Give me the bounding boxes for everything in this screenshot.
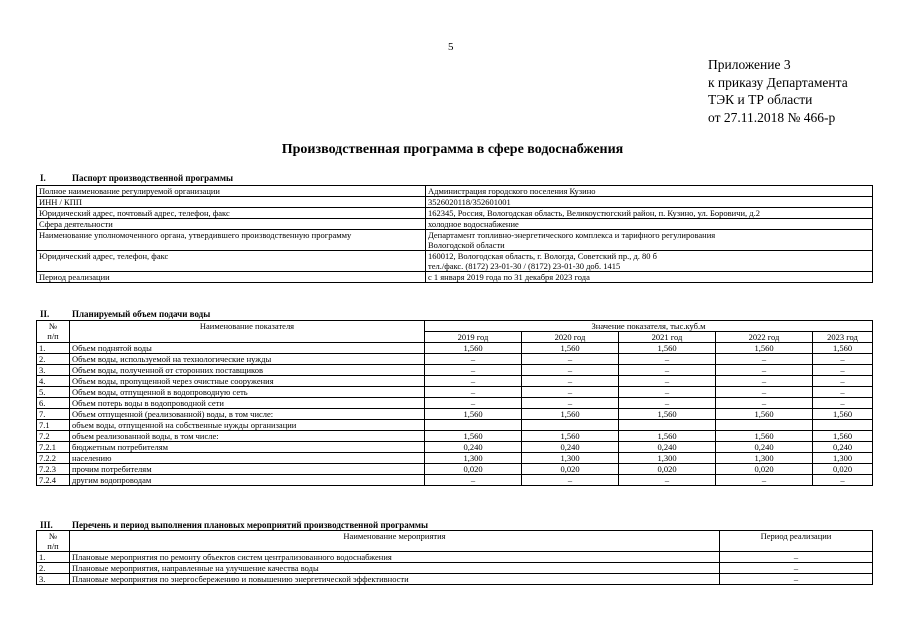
row-number: 6. <box>37 398 70 409</box>
table-row <box>37 574 873 585</box>
indicator-value: – <box>619 398 716 409</box>
indicator-value: – <box>716 475 813 486</box>
table-row <box>37 398 873 409</box>
table-row <box>37 552 873 563</box>
table-row <box>37 464 873 475</box>
indicator-value: – <box>522 475 619 486</box>
indicator-name: Объем воды, пропущенной через очистные сооружения <box>70 376 425 387</box>
indicator-value: – <box>716 354 813 365</box>
indicator-value: – <box>619 387 716 398</box>
indicator-name: бюджетным потребителям <box>70 442 425 453</box>
row-number: 7.1 <box>37 420 70 431</box>
indicator-value: – <box>522 354 619 365</box>
indicator-value: 0,020 <box>813 464 873 475</box>
indicator-value: – <box>813 387 873 398</box>
measure-period: – <box>720 563 873 574</box>
table-row <box>37 365 873 376</box>
document-title: Производственная программа в сфере водоснабжения <box>281 142 624 157</box>
indicator-value: 1,560 <box>813 431 873 442</box>
measure-period: – <box>720 552 873 563</box>
indicator-name: Объем воды, используемой на технологические нужды <box>70 354 425 365</box>
page-number: 5 <box>448 41 454 53</box>
indicator-value <box>522 420 619 431</box>
table-row <box>37 230 873 251</box>
year-header: 2022 год <box>716 332 813 343</box>
section-number: III. <box>40 520 53 530</box>
header-cell: № п/п <box>37 531 70 552</box>
section2-heading <box>40 309 210 319</box>
passport-value-line: 160012, Вологодская область, г. Вологда, Советский пр., д. 80 б <box>428 251 658 261</box>
table-row <box>37 197 873 208</box>
passport-value-line: Департамент топливно-энергетического комплекса и тарифного регулирования <box>428 230 716 240</box>
row-number: 2. <box>37 354 70 365</box>
passport-label: ИНН / КПП <box>37 197 426 208</box>
passport-value <box>426 219 873 230</box>
indicator-value: – <box>425 354 522 365</box>
indicator-value: – <box>716 376 813 387</box>
indicator-value: 0,020 <box>522 464 619 475</box>
row-number: 7. <box>37 409 70 420</box>
section-title: Паспорт производственной программы <box>72 173 233 183</box>
table-header-row <box>37 531 873 552</box>
row-number: 7.2.4 <box>37 475 70 486</box>
passport-value-line: 3526020118/352601001 <box>428 197 511 207</box>
appendix-line: от 27.11.2018 № 466-р <box>708 109 836 125</box>
indicator-value: 1,560 <box>425 409 522 420</box>
indicator-value: – <box>813 398 873 409</box>
year-header: 2023 год <box>813 332 873 343</box>
table-row <box>37 409 873 420</box>
header-cell: Период реализации <box>720 531 873 552</box>
passport-label: Наименование уполномоченного органа, утвердившего производственную программу <box>37 230 426 251</box>
year-header: 2020 год <box>522 332 619 343</box>
passport-value-line: Администрация городского поселения Кузино <box>428 186 596 196</box>
passport-label: Сфера деятельности <box>37 219 426 230</box>
row-number: 3. <box>37 365 70 376</box>
indicator-value: 0,240 <box>425 442 522 453</box>
indicator-value: 1,560 <box>716 343 813 354</box>
indicator-value: 0,240 <box>619 442 716 453</box>
indicator-value: 0,020 <box>425 464 522 475</box>
indicator-value: – <box>522 387 619 398</box>
passport-value <box>426 208 873 219</box>
table-row <box>37 354 873 365</box>
indicator-name: населению <box>70 453 425 464</box>
table-row <box>37 442 873 453</box>
measure-name: Плановые мероприятия по энергосбережению и повышению энергетической эффективности <box>70 574 720 585</box>
indicator-value: 0,020 <box>619 464 716 475</box>
passport-label: Юридический адрес, телефон, факс <box>37 251 426 272</box>
indicator-value: – <box>619 354 716 365</box>
passport-value <box>426 186 873 197</box>
table-row <box>37 343 873 354</box>
indicator-name: Объем воды, отпущенной в водопроводную сеть <box>70 387 425 398</box>
indicator-value: 1,560 <box>619 431 716 442</box>
table-row <box>37 420 873 431</box>
indicator-value: – <box>522 365 619 376</box>
row-number: 1. <box>37 552 70 563</box>
row-number: 5. <box>37 387 70 398</box>
table-row <box>37 431 873 442</box>
row-number: 7.2.2 <box>37 453 70 464</box>
table-row <box>37 186 873 197</box>
table-row <box>37 376 873 387</box>
indicator-value: – <box>813 475 873 486</box>
measures-table <box>36 530 873 585</box>
row-number: 1. <box>37 343 70 354</box>
indicator-value <box>619 420 716 431</box>
passport-value-line: 162345, Россия, Вологодская область, Великоустюгский район, п. Кузино, ул. Боровичи, д.2 <box>428 208 761 218</box>
indicator-value: – <box>522 376 619 387</box>
water-volume-table <box>36 320 873 486</box>
table-row <box>37 387 873 398</box>
appendix-line: Приложение 3 <box>708 57 791 72</box>
indicator-name: Объем воды, полученной от сторонних поставщиков <box>70 365 425 376</box>
passport-value <box>426 272 873 283</box>
row-number: 7.2.3 <box>37 464 70 475</box>
indicator-value: – <box>813 354 873 365</box>
section-title: Планируемый объем подачи воды <box>72 309 211 319</box>
indicator-value: 1,560 <box>619 409 716 420</box>
table-row <box>37 272 873 283</box>
indicator-value: 0,240 <box>716 442 813 453</box>
table-header-row <box>37 321 873 332</box>
table-row <box>37 208 873 219</box>
indicator-name: объем реализованной воды, в том числе: <box>70 431 425 442</box>
row-number: 2. <box>37 563 70 574</box>
indicator-value: 1,300 <box>522 453 619 464</box>
header-cell: Наименование мероприятия <box>70 531 720 552</box>
row-number: 4. <box>37 376 70 387</box>
table-row <box>37 453 873 464</box>
table-row <box>37 219 873 230</box>
indicator-value: – <box>813 376 873 387</box>
indicator-value: 1,300 <box>716 453 813 464</box>
indicator-value: – <box>813 365 873 376</box>
section1-heading <box>40 173 233 183</box>
indicator-value: 1,300 <box>619 453 716 464</box>
indicator-name: прочим потребителям <box>70 464 425 475</box>
appendix-line: ТЭК и ТР области <box>708 92 813 107</box>
indicator-value: 1,300 <box>813 453 873 464</box>
row-number: 3. <box>37 574 70 585</box>
indicator-value: – <box>425 365 522 376</box>
measure-name: Плановые мероприятия, направленные на улучшение качества воды <box>70 563 720 574</box>
table-row <box>37 475 873 486</box>
passport-label: Юридический адрес, почтовый адрес, телефон, факс <box>37 208 426 219</box>
indicator-value: 0,020 <box>716 464 813 475</box>
indicator-name: другим водопроводам <box>70 475 425 486</box>
appendix-header <box>708 56 848 126</box>
indicator-name: Объем поднятой воды <box>70 343 425 354</box>
section3-heading <box>40 520 428 530</box>
indicator-value: 1,560 <box>522 431 619 442</box>
year-header: 2021 год <box>619 332 716 343</box>
indicator-value: 1,560 <box>522 409 619 420</box>
indicator-value: 1,300 <box>425 453 522 464</box>
section-number: I. <box>40 173 46 183</box>
passport-value <box>426 197 873 208</box>
passport-value-line: тел./факс. (8172) 23-01-30 / (8172) 23-01-30 доб. 1415 <box>428 261 621 271</box>
indicator-name: объем воды, отпущенной на собственные нужды организации <box>70 420 425 431</box>
indicator-value: – <box>425 398 522 409</box>
indicator-value: – <box>425 475 522 486</box>
indicator-value: – <box>716 398 813 409</box>
indicator-value: 1,560 <box>522 343 619 354</box>
indicator-value: – <box>619 376 716 387</box>
indicator-name: Объем потерь воды в водопроводной сети <box>70 398 425 409</box>
indicator-name: Объем отпущенной (реализованной) воды, в том числе: <box>70 409 425 420</box>
indicator-value: 1,560 <box>425 431 522 442</box>
header-cell: Наименование показателя <box>70 321 425 343</box>
indicator-value: 0,240 <box>813 442 873 453</box>
indicator-value: – <box>425 387 522 398</box>
section-number: II. <box>40 309 50 319</box>
passport-label: Полное наименование регулируемой организации <box>37 186 426 197</box>
section-title: Перечень и период выполнения плановых мероприятий производственной программы <box>72 520 429 530</box>
indicator-value: – <box>716 387 813 398</box>
indicator-value: – <box>716 365 813 376</box>
passport-value <box>426 251 873 272</box>
passport-value-line: Вологодской области <box>428 240 505 250</box>
indicator-value: – <box>619 475 716 486</box>
indicator-value: – <box>522 398 619 409</box>
indicator-value <box>425 420 522 431</box>
indicator-value: 1,560 <box>716 409 813 420</box>
header-cell: № п/п <box>37 321 70 343</box>
indicator-value: – <box>619 365 716 376</box>
measure-period: – <box>720 574 873 585</box>
indicator-value: 1,560 <box>813 409 873 420</box>
indicator-value <box>716 420 813 431</box>
indicator-value: 1,560 <box>716 431 813 442</box>
indicator-value: 1,560 <box>619 343 716 354</box>
year-header: 2019 год <box>425 332 522 343</box>
indicator-value <box>813 420 873 431</box>
table-row <box>37 251 873 272</box>
passport-label: Период реализации <box>37 272 426 283</box>
header-cell: Значение показателя, тыс.куб.м <box>425 321 873 332</box>
passport-value-line: с 1 января 2019 года по 31 декабря 2023 года <box>428 272 590 282</box>
indicator-value: – <box>425 376 522 387</box>
passport-table <box>36 185 873 283</box>
appendix-line: к приказу Департамента <box>708 74 848 90</box>
passport-value-line: холодное водоснабжение <box>428 219 519 229</box>
indicator-value: 0,240 <box>522 442 619 453</box>
passport-value <box>426 230 873 251</box>
indicator-value: 1,560 <box>813 343 873 354</box>
measure-name: Плановые мероприятия по ремонту объектов систем централизованного водоснабжения <box>70 552 720 563</box>
table-row <box>37 563 873 574</box>
row-number: 7.2.1 <box>37 442 70 453</box>
row-number: 7.2 <box>37 431 70 442</box>
indicator-value: 1,560 <box>425 343 522 354</box>
